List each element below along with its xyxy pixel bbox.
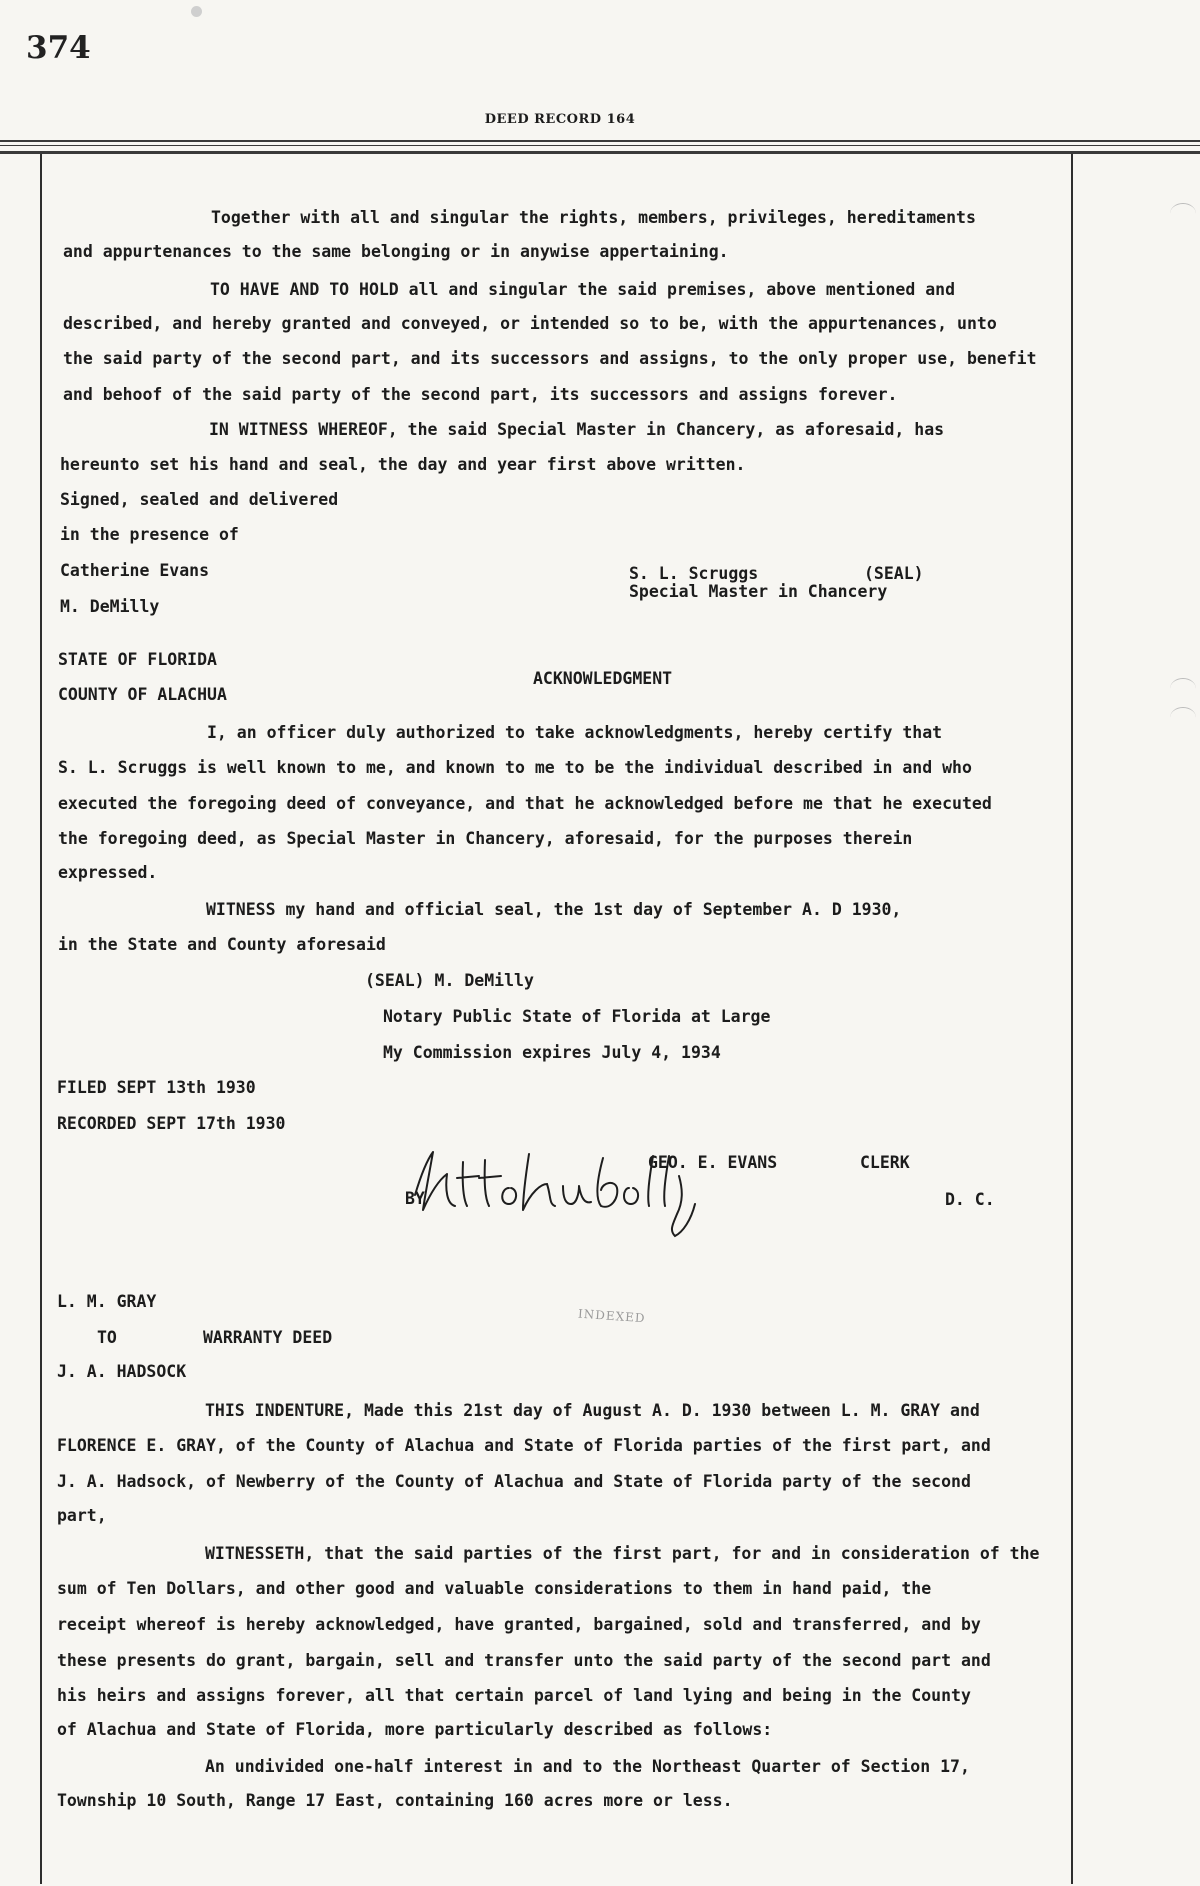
deed-text-line: TO HAVE AND TO HOLD all and singular the said premises, above mentioned and	[210, 280, 956, 299]
grantor-seal: (SEAL)	[864, 564, 924, 583]
indenture-text-line: J. A. Hadsock, of Newberry of the County of Alachua and State of Florida party of the second	[57, 1472, 971, 1491]
deed-text-line: hereunto set his hand and seal, the day and year first above written.	[60, 455, 746, 474]
by-label: BY	[405, 1189, 425, 1208]
witnesseth-text-line: receipt whereof is hereby acknowledged, have granted, bargained, sold and transferred, and by	[57, 1615, 981, 1634]
filed-date: FILED SEPT 13th 1930	[57, 1078, 256, 1097]
margin-mark	[1170, 707, 1196, 728]
deed-to-label: TO	[97, 1328, 117, 1347]
witnesseth-text-line: of Alachua and State of Florida, more particularly described as follows:	[57, 1720, 773, 1739]
acknowledgment-text-line: I, an officer duly authorized to take acknowledgments, hereby certify that	[207, 723, 943, 742]
notary-signature: (SEAL) M. DeMilly	[365, 971, 534, 990]
clerk-title: CLERK	[860, 1153, 910, 1172]
deputy-clerk-label: D. C.	[945, 1190, 995, 1209]
venue-state: STATE OF FLORIDA	[58, 650, 217, 669]
acknowledgment-text-line: expressed.	[58, 863, 158, 882]
left-margin-line	[40, 154, 42, 1884]
deed-grantor: L. M. GRAY	[57, 1292, 157, 1311]
witnesseth-text-line: his heirs and assigns forever, all that certain parcel of land lying and being in the County	[57, 1686, 971, 1705]
book-title: DEED RECORD 164	[484, 112, 636, 127]
clerk-name: GEO. E. EVANS	[648, 1153, 778, 1172]
binder-hole	[191, 6, 202, 17]
venue-county: COUNTY OF ALACHUA	[58, 685, 227, 704]
deed-text-line: described, and hereby granted and conveyed, or intended so to be, with the appurtenances, unto	[63, 314, 997, 333]
acknowledgment-text-line: executed the foregoing deed of conveyance, and that he acknowledged before me that he executed	[58, 794, 992, 813]
deputy-clerk-signature	[407, 1140, 757, 1240]
acknowledgment-heading: ACKNOWLEDGMENT	[533, 669, 673, 688]
indenture-text-line: part,	[57, 1506, 107, 1525]
legal-description-line: Township 10 South, Range 17 East, containing 160 acres more or less.	[57, 1791, 733, 1810]
indexed-stamp: INDEXED	[577, 1306, 646, 1326]
deed-text-line: the said party of the second part, and its successors and assigns, to the only proper use, benefit	[63, 349, 1037, 368]
margin-mark	[1170, 678, 1196, 699]
indenture-text-line: THIS INDENTURE, Made this 21st day of August A. D. 1930 between L. M. GRAY and	[205, 1401, 980, 1420]
grantor-title: Special Master in Chancery	[629, 582, 888, 601]
deed-text-line: and appurtenances to the same belonging or in anywise appertaining.	[63, 242, 729, 261]
witness-name: Catherine Evans	[60, 561, 210, 580]
witnesseth-text-line: sum of Ten Dollars, and other good and valuable considerations to them in hand paid, the	[57, 1579, 932, 1598]
deed-text-line: Together with all and singular the rights, members, privileges, hereditaments	[211, 208, 976, 227]
acknowledgment-text-line: the foregoing deed, as Special Master in Chancery, aforesaid, for the purposes therein	[58, 829, 913, 848]
witness-name: M. DeMilly	[60, 597, 160, 616]
acknowledgment-text-line: S. L. Scruggs is well known to me, and known to me to be the individual described in and who	[58, 758, 972, 777]
header-rule-bottom	[0, 151, 1200, 154]
witnesseth-text-line: WITNESSETH, that the said parties of the first part, for and in consideration of the	[205, 1544, 1040, 1563]
acknowledgment-witness-line: WITNESS my hand and official seal, the 1st day of September A. D 1930,	[206, 900, 902, 919]
legal-description-line: An undivided one-half interest in and to the Northeast Quarter of Section 17,	[205, 1757, 970, 1776]
deed-text-line: and behoof of the said party of the second part, its successors and assigns forever.	[63, 385, 898, 404]
right-margin-line	[1071, 154, 1073, 1884]
recorded-date: RECORDED SEPT 17th 1930	[57, 1114, 286, 1133]
header-rule-middle	[0, 145, 1200, 146]
deed-type: WARRANTY DEED	[203, 1328, 333, 1347]
grantor-signature: S. L. Scruggs	[629, 564, 759, 583]
page-number: 374	[26, 30, 91, 66]
notary-commission: My Commission expires July 4, 1934	[383, 1043, 721, 1062]
deed-grantee: J. A. HADSOCK	[57, 1362, 187, 1381]
acknowledgment-witness-line: in the State and County aforesaid	[58, 935, 386, 954]
indenture-text-line: FLORENCE E. GRAY, of the County of Alachua and State of Florida parties of the first part, and	[57, 1436, 991, 1455]
witnesseth-text-line: these presents do grant, bargain, sell and transfer unto the said party of the second part and	[57, 1651, 991, 1670]
deed-text-line: IN WITNESS WHEREOF, the said Special Master in Chancery, as aforesaid, has	[209, 420, 945, 439]
presence-line: in the presence of	[60, 525, 239, 544]
margin-mark	[1170, 203, 1196, 224]
notary-title: Notary Public State of Florida at Large	[383, 1007, 771, 1026]
signed-sealed-line: Signed, sealed and delivered	[60, 490, 339, 509]
header-rule-top	[0, 140, 1200, 142]
